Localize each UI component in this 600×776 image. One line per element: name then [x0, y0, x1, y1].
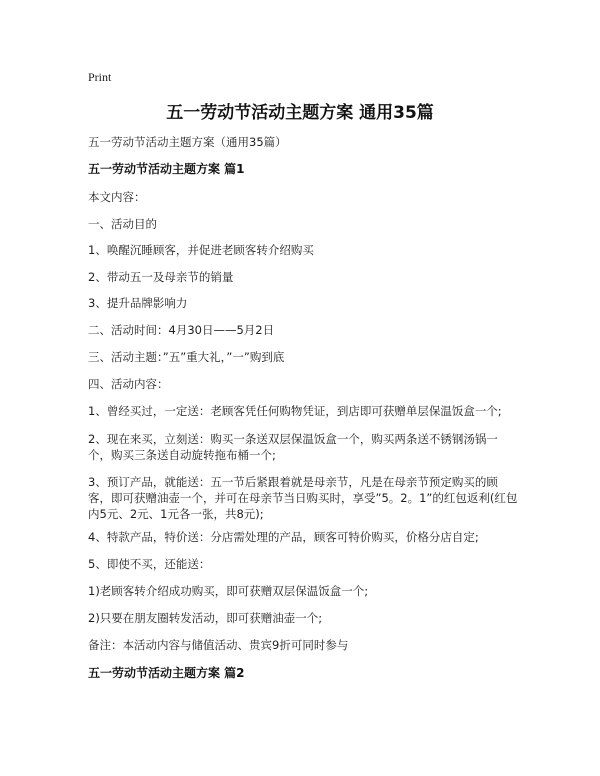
- paragraph: 一、活动目的: [88, 217, 157, 231]
- paragraph-intro: 本文内容：: [88, 190, 146, 204]
- paragraph: 四、活动内容：: [88, 377, 169, 391]
- document-title: 五一劳动节活动主题方案 通用35篇: [166, 103, 434, 123]
- paragraph: 二、活动时间：4月30日——5月2日: [88, 323, 275, 337]
- paragraph: 3、提升品牌影响力: [88, 296, 188, 310]
- paragraph: 2)只要在朋友圈转发活动，即可获赠油壶一个;: [88, 611, 323, 625]
- paragraph: 三、活动主题：”五”重大礼，”一”购到底: [88, 350, 285, 364]
- section-heading-2: 五一劳动节活动主题方案 篇2: [88, 666, 245, 680]
- print-label: Print: [88, 70, 112, 84]
- paragraph: 备注：本活动内容与储值活动、贵宾9折可同时参与: [88, 638, 349, 652]
- paragraph: 1)老顾客转介绍成功购买，即可获赠双层保温饭盒一个;: [88, 584, 369, 598]
- paragraph: 1、曾经买过，一定送：老顾客凭任何购物凭证，到店即可获赠单层保温饭盒一个;: [88, 404, 502, 418]
- paragraph: 5、即使不买，还能送：: [88, 557, 211, 571]
- document-subtitle: 五一劳动节活动主题方案（通用35篇）: [88, 135, 287, 149]
- paragraph: 2、带动五一及母亲节的销量: [88, 270, 234, 284]
- paragraph: 2、现在来买，立刻送：购买一条送双层保温饭盒一个，购买两条送不锈钢汤锅一个，购买三条送自动旋转拖布桶一个;: [88, 432, 498, 462]
- section-heading-1: 五一劳动节活动主题方案 篇1: [88, 162, 245, 176]
- paragraph: 4、特款产品，特价送：分店需处理的产品，顾客可特价购买，价格分店自定;: [88, 530, 479, 544]
- paragraph: 3、预订产品，就能送：五一节后紧跟着就是母亲节，凡是在母亲节预定购买的顾客，即可获赠油壶一个，并可在母亲节当日购买时，享受”5。2。1”的红包返利(红包内5元、2元、1元各一张，共8元);: [88, 475, 518, 521]
- paragraph: 1、唤醒沉睡顾客，并促进老顾客转介绍购买: [88, 243, 314, 257]
